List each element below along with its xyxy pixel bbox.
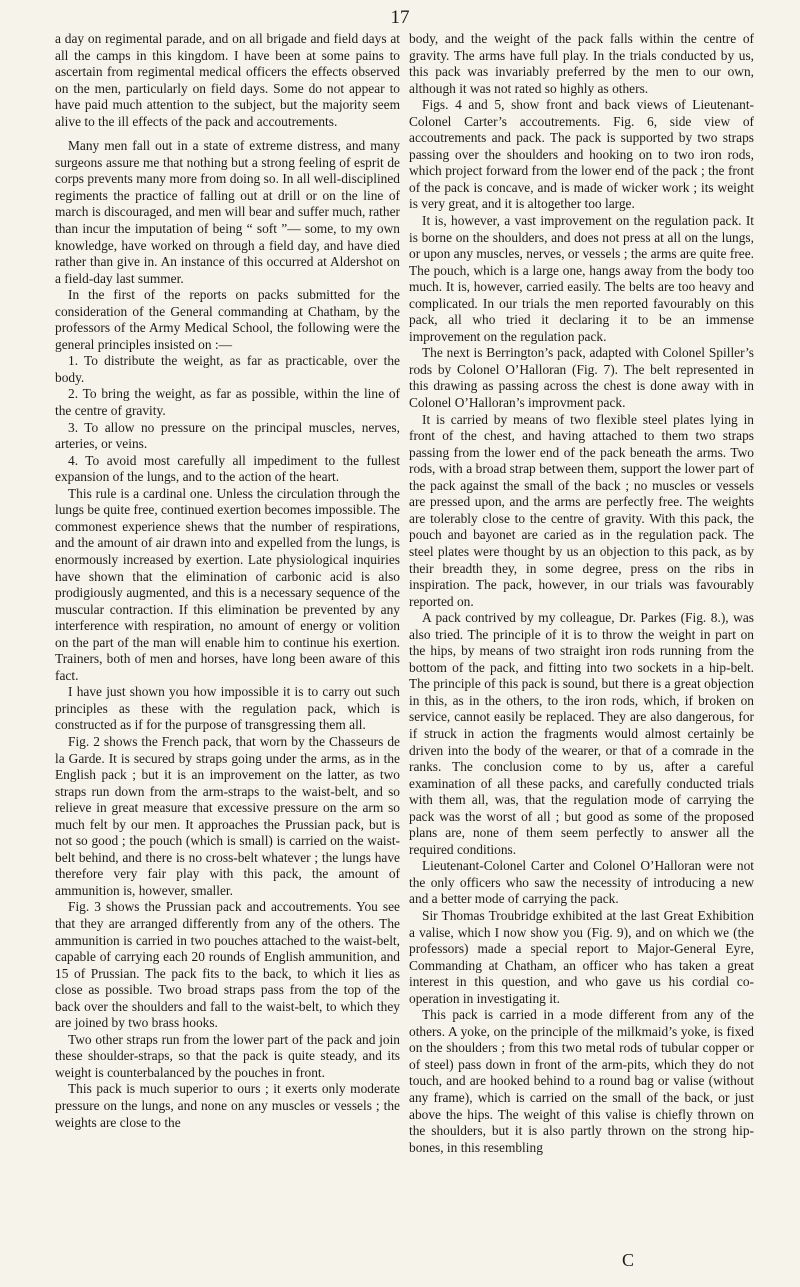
right-column (409, 31, 754, 1156)
paragraph: This pack is carried in a mode different from any of the others. A yoke, on the principle of the milkmaid’s yoke, is fixed on the shoulders ; from this two metal rods of tubular copper or of steel) pass down in front of the arm-pits, which they do not touch, and are hooked behind to a round bag or valise (without any frame), which is carried on the small of the back, or just above the hips. The weight of this valise is chiefly thrown on the shoulders, but it is also partly thrown on the strong hip-bones, in this resembling (409, 1007, 754, 1155)
paragraph: Figs. 4 and 5, show front and back views of Lieutenant-Colonel Carter’s accoutrements. Fig. 6, side view of accoutrements and pack. The pack is supported by two straps passing over the shoulders and hooking on to two iron rods, which project forward from the lower end of the pack ; the front of the pack is concave, and is made of wicker work ; its weight is very great, and it is altogether too large. (409, 97, 754, 212)
paragraph: This pack is much superior to ours ; it exerts only moderate pressure on the lungs, and none on any muscles or vessels ; the weights are close to the (55, 1081, 400, 1130)
paragraph: a day on regimental parade, and on all brigade and field days at all the camps in this kingdom. I have been at some pains to ascertain from regimental medical officers the effects observed on the men, particularly on field days. Some do not appear to have paid much attention to the subject, but the majority seem alive to the ill effects of the pack and accoutrements. (55, 31, 400, 129)
signature-mark: C (622, 1250, 635, 1270)
paragraph: 1. To distribute the weight, as far as practicable, over the body. (55, 353, 400, 385)
paragraph: In the first of the reports on packs submitted for the consideration of the General commanding at Chatham, by the professors of the Army Medical School, the following were the general principles insisted on :— (55, 287, 400, 352)
paragraph: Lieutenant-Colonel Carter and Colonel O’Halloran were not the only officers who saw the necessity of introducing a new and a better mode of carrying the pack. (409, 858, 754, 907)
paragraph: I have just shown you how impossible it is to carry out such principles as these with the regulation pack, which is constructed as if for the purpose of transgressing them all. (55, 684, 400, 733)
paragraph: Two other straps run from the lower part of the pack and join these shoulder-straps, so that the pack is quite steady, and its weight is counterbalanced by the pouches in front. (55, 1031, 400, 1080)
paragraph: Fig. 3 shows the Prussian pack and accoutrements. You see that they are arranged differently from any of the others. The ammunition is carried in two pouches attached to the waist-belt, capable of carrying each 20 rounds of English ammunition, and 15 of Prussian. The pack fits to the back, to which it lies as close as possible. Two broad straps pass from the top of the back over the shoulders and fall to the waist-belt, to which they are joined by two brass hooks. (55, 899, 400, 1031)
paragraph: Sir Thomas Troubridge exhibited at the last Great Exhibition a valise, which I now show you (Fig. 9), and on which we (the professors) made a special report to Major-General Eyre, Commanding at Chatham, an officer who has taken a great interest in this question, and who gave us his cordial co-operation in investigating it. (409, 907, 754, 1006)
paragraph: Fig. 2 shows the French pack, that worn by the Chasseurs de la Garde. It is secured by straps going under the arms, as in the English pack ; but it is an improvement on the latter, as two straps run down from the arm-straps to the waist-belt, and so relieve in great measure that excessive pressure on the arm so much felt by our men. It approaches the Prussian pack, but is not so good ; the pouch (which is small) is carried on the waist-belt behind, and there is no cross-belt whatever ; the lungs have therefore very fair play with this pack, the amount of ammunition is, however, smaller. (55, 733, 400, 898)
paragraph: This rule is a cardinal one. Unless the circulation through the lungs be quite free, continued exertion becomes impossible. The commonest experience shews that the number of respirations, and the amount of air drawn into and expelled from the lungs, is enormously increased by exertion. Late physiological inquiries have shown that the elimination of carbonic acid is also prodigiously augmented, and this is a necessary sequence of the muscular contraction. If this elimination be prevented by any interference with respiration, no amount of energy or volition on the part of the man will enable him to continue his exertion. Trainers, both of men and horses, have long been aware of this fact. (55, 485, 400, 683)
paragraph: The next is Berrington’s pack, adapted with Colonel Spiller’s rods by Colonel O’Halloran (Fig. 7). The belt represented in this drawing as passing across the chest is done away with in Colonel O’Halloran’s improvment pack. (409, 345, 754, 411)
left-column (55, 31, 400, 1131)
page-number: 17 (390, 7, 410, 28)
paragraph: 4. To avoid most carefully all impediment to the fullest expansion of the lungs, and to the action of the heart. (55, 452, 400, 485)
paragraph: 2. To bring the weight, as far as possible, within the line of the centre of gravity. (55, 386, 400, 419)
paragraph: It is, however, a vast improvement on the regulation pack. It is borne on the shoulders, and does not press at all on the lungs, or upon any muscles, nerves, or vessels ; the arms are quite free. The pouch, which is a large one, hangs away from the body too much. It is, however, carried easily. The belts are too heavy and complicated. In our trials the men reported favourably on this pack, all who tried it declaring it to be an immense improvement on the regulation pack. (409, 213, 754, 344)
paragraph: 3. To allow no pressure on the principal muscles, nerves, arteries, or veins. (55, 419, 400, 452)
paragraph: Many men fall out in a state of extreme distress, and many surgeons assure me that nothing but a strong feeling of esprit de corps prevents many more from doing so. In all well-disciplined regiments the practice of falling out at drill or on the line of march is discouraged, and men will bear and suffer much, rather than incur the imputation of being “ soft ”— some, to my own knowledge, have worked on through a field day, and have died rather than give in. An instance of this occurred at Aldershot on a field-day last summer. (55, 138, 400, 286)
paragraph: A pack contrived by my colleague, Dr. Parkes (Fig. 8.), was also tried. The principle of it is to throw the weight in part on the hips, by means of two straight iron rods running from the bottom of the pack, and fitting into two sockets in a hip-belt. The principle of this pack is sound, but there is a great objection in this, as in the others, to the iron rods, which, if broken on service, cannot easily be replaced. They are also dangerous, for if struck in action the fragments would almost certainly be driven into the body of the wearer, or that of a comrade in the ranks. The conclusion come to by us, after a careful examination of all these packs, and carefully conducted trials with them all, was, that the regulation mode of carrying the pack was the worst of all ; but good as some of the proposed plans are, none of them seem perfectly to answer all the required conditions. (409, 610, 754, 857)
paragraph: body, and the weight of the pack falls within the centre of gravity. The arms have full play. In the trials conducted by us, this pack was invariably preferred by the men to our own, although it was not rated so highly as others. (409, 31, 754, 96)
paragraph: It is carried by means of two flexible steel plates lying in front of the chest, and having attached to them two straps passing from the lower end of the pack beneath the arms. Two rods, with a broad strap between them, support the lower part of the pack against the small of the back ; no muscles or vessels are pressed upon, and the arms are perfectly free. The weights are tolerably close to the centre of gravity. With this pack, the pouch and bayonet are caried as in the regulation pack. The steel plates were thought by us an objection to this pack, as by their breadth they, in some degree, press on the ribs in inspiration. The pack, however, in our trials was favourably reported on. (409, 411, 754, 609)
